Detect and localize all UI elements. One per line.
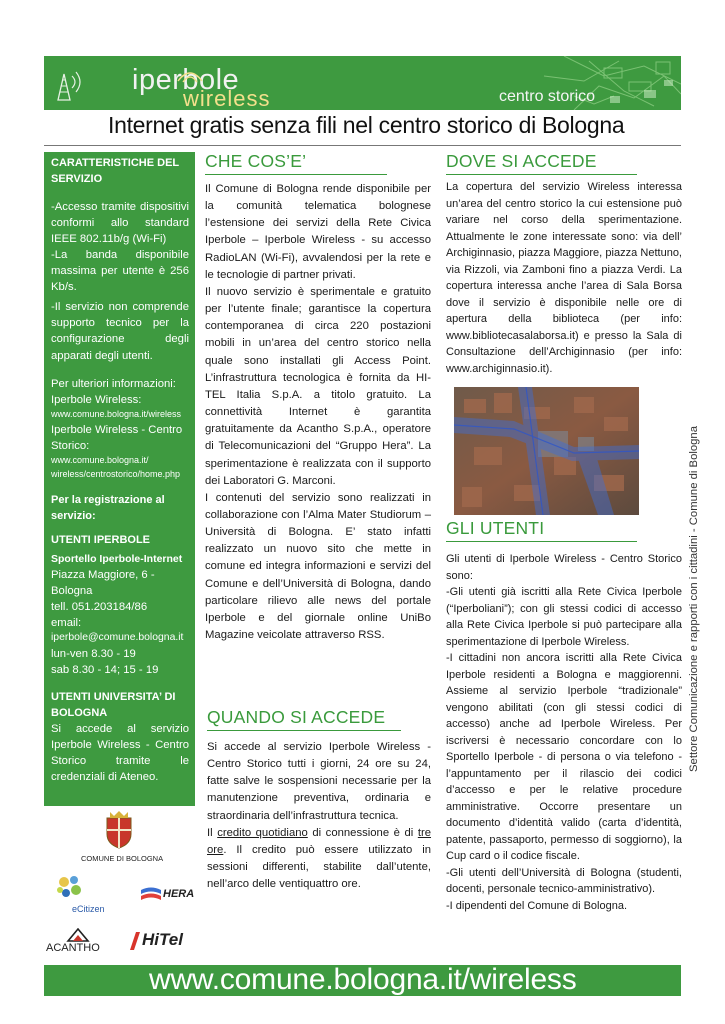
- brand-iperbole: iperbole: [132, 64, 240, 96]
- address-line-1: Piazza Maggiore, 6 -: [51, 569, 155, 582]
- feature-standard: -Accesso tramite dispositivi conformi allo standard IEEE 802.11b/g (Wi-Fi): [51, 201, 189, 246]
- page-title: Internet gratis senza fili nel centro storico di Bologna: [108, 112, 625, 138]
- info-link-wireless[interactable]: www.comune.bologna.it/wireless: [51, 408, 182, 419]
- hitel-logo-icon: [128, 930, 142, 952]
- utenti-iperbole-title: UTENTI IPERBOLE: [51, 533, 151, 546]
- utenti-paragraph-2: -Gli utenti già iscritti alla Rete Civica Iperbole (“Iperboliani”); con gli stessi codici di accesso alla Rete Civica Iperbole si può partecipare alla sperimentazione di Iperbole Wireless.: [446, 586, 682, 648]
- utenti-paragraph-1: Gli utenti di Iperbole Wireless - Centro Storico sono:: [446, 553, 682, 582]
- footer-url-link[interactable]: www.comune.bologna.it/wireless: [149, 963, 577, 996]
- utenti-universita-title: UTENTI UNIVERSITA’ DI BOLOGNA: [51, 691, 176, 719]
- info-intro: Per ulteriori informazioni: Iperbole Wireless:: [51, 377, 176, 406]
- heading-che-cose: CHE COS’E’: [205, 151, 307, 171]
- title-divider: [44, 145, 681, 146]
- partner-logos: [44, 806, 195, 966]
- hera-logo-icon: [140, 886, 162, 904]
- email-label: email:: [51, 617, 82, 630]
- coverage-map-photo: [454, 387, 639, 515]
- ecitizen-logo-icon: [54, 872, 86, 904]
- opening-hours-saturday: sab 8.30 - 14; 15 - 19: [51, 664, 159, 677]
- heading-rule: [205, 174, 387, 175]
- utenti-body: [446, 551, 682, 914]
- che-cose-paragraph-3: I contenuti del servizio sono realizzati in collaborazione con l’Alma Mater Studiorum – Università di Bologna. E’ stato infatti realizzato un nuovo sito che mette in comune ed integra informazioni e servizi del Comune e dell’Università di Bologna, dando particolare rilievo alle news del portale Iperbole e del giornale online UniBo Magazine veicolate attraverso RSS.: [205, 491, 431, 642]
- utenti-paragraph-3: -I cittadini non ancora iscritti alla Rete Civica Iperbole residenti a Bologna e maggiorenni. Assieme al servizio Iperbole “tradizionale” vengono abilitati (con gli stessi codici di accesso) anche ad Iperbole Wireless. Per iscriversi è necessario concordare con lo Sportello Iperbole - di persona o via telefono - l’appuntamento per il rilascio dei codici d’accesso e per le relative procedure amministrative. Occorre presentare un documento d’identità valido (carta d’identità, patente, passaporto, permesso di soggiorno), la Cup card o il codice fiscale.: [446, 652, 682, 862]
- opening-hours-weekdays: lun-ven 8.30 - 19: [51, 648, 136, 661]
- tower-logo-icon: [50, 62, 94, 102]
- vertical-credit-text: Settore Comunicazione e rapporti con i cittadini - Comune di Bologna: [688, 425, 700, 772]
- heading-dove-si-accede: DOVE SI ACCEDE: [446, 151, 597, 171]
- info-link-centro-1[interactable]: www.comune.bologna.it/: [51, 454, 149, 465]
- wireless-waves-icon: [170, 61, 210, 87]
- info-link-centro-2[interactable]: wireless/centrostorico/home.php: [51, 468, 181, 479]
- quando-paragraph-2: Il credito quotidiano di connessione è di tre ore. Il credito può essere utilizzato in sessioni differenti, stabilite dall’utente, nell’arco delle ventiquattro ore.: [207, 826, 432, 891]
- sidebar-title-features: CARATTERISTICHE DEL SERVIZIO: [51, 157, 179, 185]
- comune-di-bologna-logo-text: COMUNE DI BOLOGNA: [81, 854, 164, 863]
- feature-bandwidth: -La banda disponibile massima per utente è 256 Kb/s.: [51, 249, 189, 294]
- credito-quotidiano: credito quotidiano: [217, 826, 308, 839]
- banner-area-label: centro storico: [499, 88, 596, 105]
- utenti-paragraph-4: -Gli utenti dell’Università di Bologna (studenti, docenti, personale tecnico-amministrativo).: [446, 866, 682, 895]
- header-banner: [44, 56, 681, 110]
- phone-number: tell. 051.203184/86: [51, 601, 148, 614]
- quando-paragraph-1: Si accede al servizio Iperbole Wireless - Centro Storico tutti i giorni, 24 ore su 24, fatte salve le sospensioni necessarie per la manutenzione preventiva, ordinaria e straordinaria dell’infrastruttura tecnica.: [207, 741, 431, 822]
- brand-wireless: wireless: [183, 86, 271, 110]
- acantho-logo-icon: [66, 928, 90, 942]
- utenti-paragraph-5: -I dipendenti del Comune di Bologna.: [446, 899, 628, 912]
- che-cose-paragraph-2: Il nuovo servizio è sperimentale e gratuito per l’utente finale; garantisce la copertura contemporanea di circa 220 postazioni mobili in un’area del centro storico nella quale sono installati gli Access Point. L’infrastruttura tecnologica è fornita da HI-TEL Italia S.p.A. a titolo gratuito. La connettività Internet è garantita gratuitamente da Acantho S.p.A., operatore di Telecomunicazioni del “Gruppo Hera”. La sperimentazione è realizzata con il supporto dei Laboratori G. Marconi.: [205, 285, 431, 487]
- vertical-credit: [688, 372, 704, 772]
- bologna-coat-of-arms-icon: [104, 810, 134, 850]
- heading-rule: [446, 174, 637, 175]
- dove-paragraph-1: La copertura del servizio Wireless interessa un’area del centro storico la cui estensione può variare nel corso della sperimentazione. Attualmente le zone interessate sono: via dell’ Archiginnasio, piazza Maggiore, piazza Nettuno, via Rizzoli, via Zamboni fino a piazza Verdi. La copertura interessa anche l’area di Sala Borsa dove il servizio è disponibile nelle ore di apertura della biblioteca (per info: www.bibliotecasalaborsa.it) e presso la Sala di Consultazione dell’Archiginnasio (per info: www.archiginnasio.it).: [446, 181, 682, 375]
- footer-url-bar: [44, 965, 681, 996]
- hera-logo-text: HERA: [163, 888, 195, 900]
- ecitizen-logo-text: eCitizen: [72, 904, 105, 914]
- heading-gli-utenti: GLI UTENTI: [446, 518, 545, 538]
- email-address[interactable]: iperbole@comune.bologna.it: [51, 632, 184, 644]
- heading-rule: [207, 730, 401, 731]
- heading-quando-si-accede: QUANDO SI ACCEDE: [207, 707, 386, 727]
- info-sidebar: [44, 152, 195, 806]
- universita-access-text: Si accede al servizio Iperbole Wireless - Centro Storico tramite le credenziali di Ateneo.: [51, 723, 189, 784]
- dove-body: [446, 179, 682, 377]
- info-centro-label: Iperbole Wireless - Centro Storico:: [51, 423, 183, 452]
- quando-body: [207, 739, 431, 893]
- acantho-logo-text: ACANTHO: [46, 942, 100, 954]
- feature-support: -Il servizio non comprende supporto tecnico per la configurazione degli apparati degli utenti.: [51, 301, 189, 362]
- coverage-map-image: [454, 387, 639, 515]
- che-cose-paragraph-1: Il Comune di Bologna rende disponibile per la comunità telematica bolognese l’estensione dei servizi della Rete Civica Iperbole – Iperbole Wireless - su accesso RadioLAN (Wi-Fi), avvalendosi per la rete e le tecnologie di partner privati.: [205, 183, 431, 281]
- tre-ore: tre ore: [207, 826, 432, 856]
- sportello-name: Sportello Iperbole-Internet: [51, 553, 183, 566]
- che-cose-body: [205, 181, 431, 644]
- heading-rule: [446, 541, 637, 542]
- address-line-2: Bologna: [51, 585, 93, 598]
- registration-title: Per la registrazione al servizio:: [51, 494, 165, 523]
- hitel-logo-text: HiTel: [142, 930, 183, 949]
